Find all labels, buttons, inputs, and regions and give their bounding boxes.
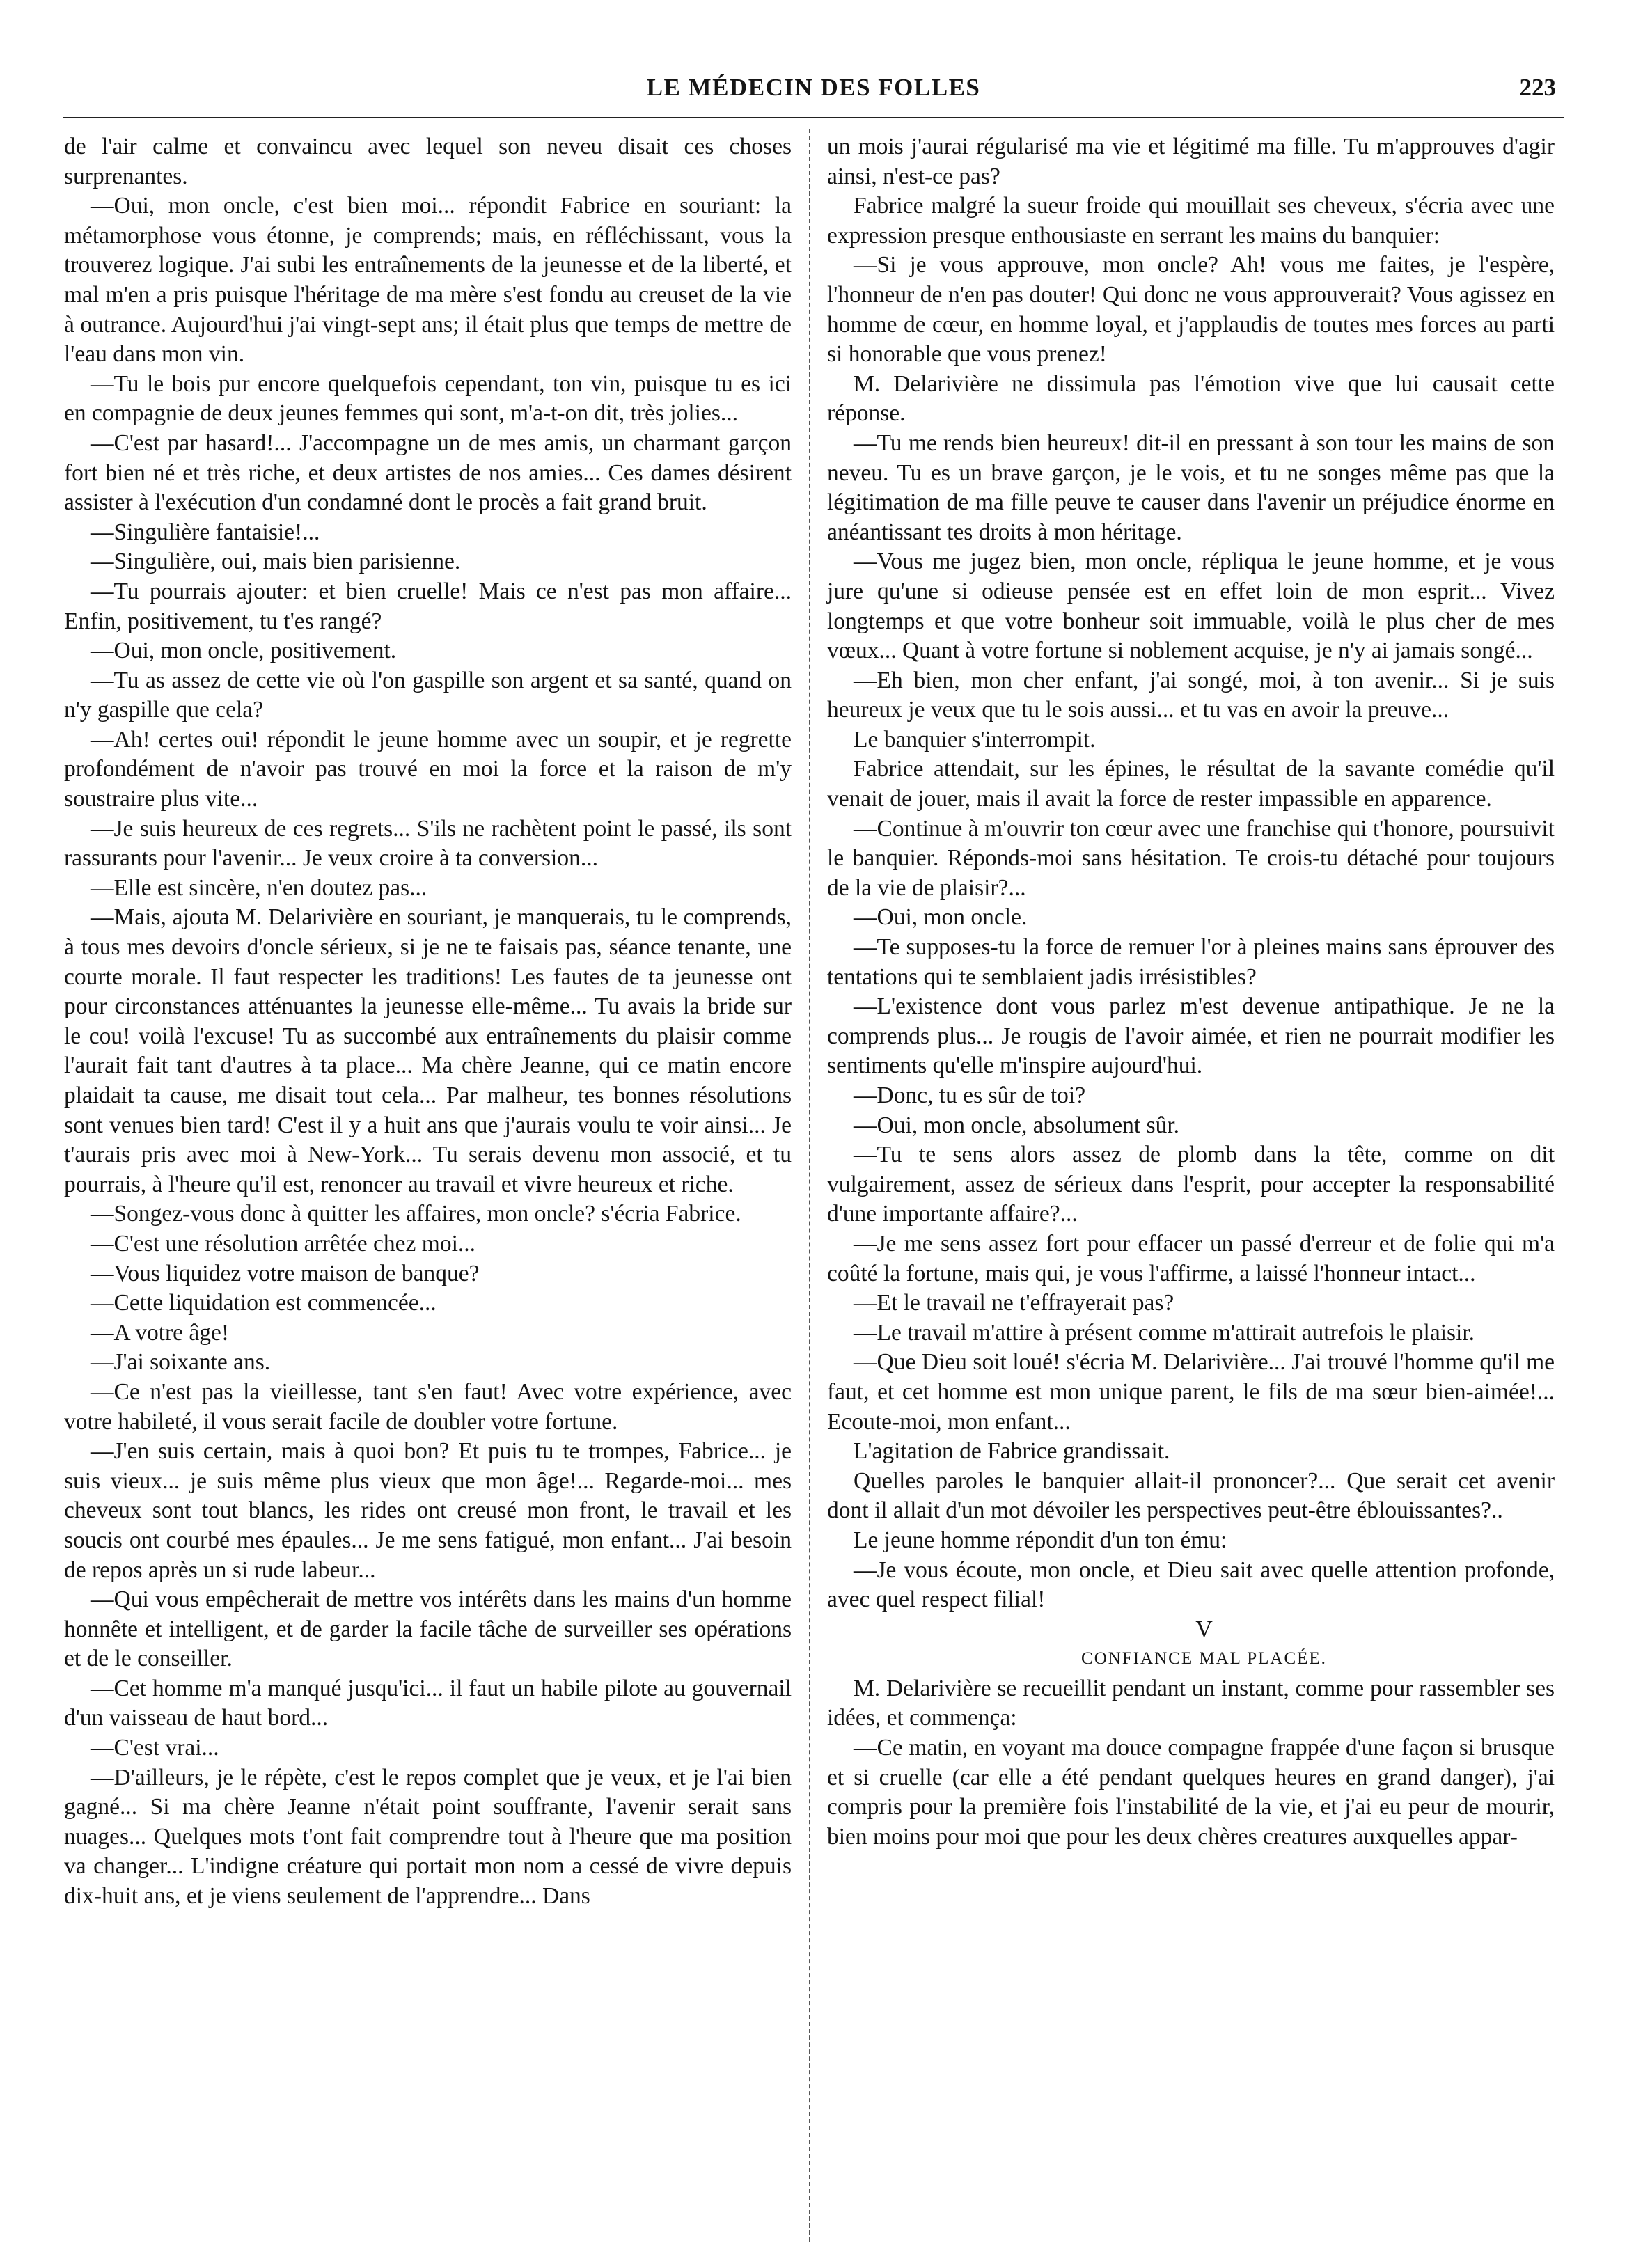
paragraph: Le banquier s'interrompit. [854, 726, 1096, 753]
paragraph: —Songez-vous donc à quitter les affaires, mon oncle? s'écria Fabrice. [91, 1201, 741, 1227]
header-rule [63, 116, 1564, 118]
paragraph: —Vous liquidez votre maison de banque? [91, 1260, 480, 1286]
paragraph: —Cette liquidation est commencée... [91, 1290, 437, 1316]
paragraph: —Oui, mon oncle, c'est bien moi... répondit Fabrice en souriant: la métamorphose vous étonne, je comprends; mais, en réfléchissant, vous la trouverez logique. J'ai subi les entraînements de la jeunesse et de la liberté, et mal m'en a pris puisque l'héritage de ma mère s'est fondu au creuset de la vie à outrance. Aujourd'hui j'ai vingt-sept ans; il était plus que temps de mettre de l'eau dans mon vin. [64, 193, 792, 368]
paragraph: —J'en suis certain, mais à quoi bon? Et puis tu te trompes, Fabrice... je suis vieux... je suis même plus vieux que mon âge!... Regarde-moi... mes cheveux sont tout blancs, les rides ont creusé mon front, le travail et les soucis ont courbé mes épaules... Je me sens fatigué, mon enfant... J'ai besoin de repos après un si rude labeur... [64, 1438, 792, 1583]
column-divider [809, 129, 810, 2242]
paragraph: —Tu as assez de cette vie où l'on gaspille son argent et sa santé, quand on n'y gaspille que cela? [64, 667, 792, 723]
paragraph: —C'est vrai... [91, 1735, 219, 1761]
paragraph: —Vous me jugez bien, mon oncle, répliqua le jeune homme, et je vous jure qu'une si odieuse pensée est en effet loin de mon esprit... Vivez longtemps et que votre bonheur soit immuable, voilà le plus cher de mes vœux... Quant à votre fortune si noblement acquise, je n'y ai jamais songé... [827, 549, 1555, 664]
paragraph: —Oui, mon oncle. [854, 904, 1028, 931]
paragraph: —Tu pourrais ajouter: et bien cruelle! Mais ce n'est pas mon affaire... Enfin, positivement, tu t'es rangé? [64, 578, 792, 634]
right-column-bottom [827, 1674, 1555, 1852]
paragraph: M. Delarivière ne dissimula pas l'émotion vive que lui causait cette réponse. [827, 370, 1555, 427]
right-column-top [827, 132, 1555, 1615]
paragraph: Fabrice attendait, sur les épines, le résultat de la savante comédie qu'il venait de jouer, mais il avait la force de rester impassible en apparence. [827, 756, 1555, 812]
paragraph: —Singulière fantaisie!... [91, 519, 320, 545]
paragraph: —Elle est sincère, n'en doutez pas... [91, 874, 427, 901]
paragraph: —Ce matin, en voyant ma douce compagne frappée d'une façon si brusque et si cruelle (car elle a été pendant quelques heures en grand danger), j'ai compris pour la première fois l'instabilité de la vie, et j'ai eu peur de mourir, bien moins pour moi que pour les deux chères creatures auxquelles appar- [827, 1735, 1555, 1850]
paragraph: —Ce n'est pas la vieillesse, tant s'en faut! Avec votre expérience, avec votre habileté, il vous serait facile de doubler votre fortune. [64, 1378, 792, 1435]
section-number: V [1195, 1616, 1213, 1642]
paragraph: Le jeune homme répondit d'un ton ému: [854, 1527, 1227, 1553]
paragraph: —Singulière, oui, mais bien parisienne. [91, 549, 461, 575]
paragraph: —J'ai soixante ans. [91, 1349, 271, 1376]
paragraph: —Et le travail ne t'effrayerait pas? [854, 1290, 1174, 1316]
paragraph: —Oui, mon oncle, positivement. [91, 638, 397, 664]
running-title: LE MÉDECIN DES FOLLES [646, 74, 981, 101]
page-header [63, 70, 1564, 111]
paragraph: —Si je vous approuve, mon oncle? Ah! vous me faites, je l'espère, l'honneur de n'en pas douter! Qui donc ne vous approuverait? Vous agissez en homme de cœur, en homme loyal, et j'applaudis de toutes mes forces au parti si honorable que vous prenez! [827, 252, 1555, 368]
paragraph: —Qui vous empêcherait de mettre vos intérêts dans les mains d'un homme honnête et intelligent, et de garder la facile tâche de surveiller ses opérations et de le conseiller. [64, 1586, 792, 1672]
paragraph: —Cet homme m'a manqué jusqu'ici... il faut un habile pilote au gouvernail d'un vaisseau de haut bord... [64, 1675, 792, 1731]
paragraph: —Oui, mon oncle, absolument sûr. [854, 1112, 1180, 1138]
paragraph: —A votre âge! [91, 1319, 230, 1346]
paragraph: de l'air calme et convaincu avec lequel son neveu disait ces choses surprenantes. [64, 134, 792, 189]
paragraph: —Je suis heureux de ces regrets... S'ils ne rachètent point le passé, ils sont rassurants pour l'avenir... Je veux croire à ta conversion... [64, 815, 792, 872]
paragraph: —C'est une résolution arrêtée chez moi... [91, 1230, 476, 1257]
paragraph: —Le travail m'attire à présent comme m'attirait autrefois le plaisir. [854, 1319, 1475, 1346]
paragraph: —Je vous écoute, mon oncle, et Dieu sait avec quelle attention profonde, avec quel respect filial! [827, 1557, 1555, 1613]
paragraph: —Continue à m'ouvrir ton cœur avec une franchise qui t'honore, poursuivit le banquier. Réponds-moi sans hésitation. Te crois-tu détaché pour toujours de la vie de plaisir?... [827, 815, 1555, 901]
paragraph: M. Delarivière se recueillit pendant un instant, comme pour rassembler ses idées, et commença: [827, 1675, 1555, 1731]
paragraph: —Mais, ajouta M. Delarivière en souriant, je manquerais, tu le comprends, à tous mes devoirs d'oncle sérieux, si je ne te faisais pas, séance tenante, une courte morale. Il faut respecter les traditions! Les fautes de ta jeunesse ont pour circonstances atténuantes la jeunesse elle-même... Tu avais la bride sur le cou! voilà l'excuse! Tu as succombé aux entraînements du plaisir comme l'aurait fait tant d'autres à ta place... Ma chère Jeanne, qui ce matin encore plaidait ta cause, me disait tout cela... Par malheur, tes bonnes résolutions sont venues bien tard! C'est il y a huit ans que j'aurais voulu te voir ainsi... Je t'aurais pris avec moi à New-York... Tu serais devenu mon associé, et tu pourrais, à l'heure qu'il est, renoncer au travail et vivre heureux et riche. [64, 904, 792, 1197]
paragraph: Quelles paroles le banquier allait-il prononcer?... Que serait cet avenir dont il allait d'un mot dévoiler les perspectives peut-être éblouissantes?.. [827, 1467, 1555, 1524]
paragraph: —Tu te sens alors assez de plomb dans la tête, comme on dit vulgairement, assez de sérieux dans l'esprit, pour accepter la responsabilité d'une importante affaire?... [827, 1142, 1555, 1227]
paragraph: —Te supposes-tu la force de remuer l'or à pleines mains sans éprouver des tentations qui te semblaient jadis irrésistibles? [827, 934, 1555, 990]
paragraph: un mois j'aurai régularisé ma vie et légitimé ma fille. Tu m'approuves d'agir ainsi, n'est-ce pas? [827, 134, 1555, 189]
paragraph: —Donc, tu es sûr de toi? [854, 1082, 1086, 1108]
left-column [64, 132, 792, 1912]
paragraph: —L'existence dont vous parlez m'est devenue antipathique. Je ne la comprends plus... Je rougis de l'avoir aimée, et rien ne pourrait modifier les sentiments qu'elle m'inspire aujourd'hui. [827, 993, 1555, 1079]
paragraph: L'agitation de Fabrice grandissait. [854, 1438, 1170, 1465]
paragraph: —C'est par hasard!... J'accompagne un de mes amis, un charmant garçon fort bien né et très riche, et deux artistes de nos amies... Ces dames désirent assister à l'exécution d'un condamné dont le procès a fait grand bruit. [64, 430, 792, 516]
paragraph: —Eh bien, mon cher enfant, j'ai songé, moi, à ton avenir... Si je suis heureux je veux que tu le sois aussi... et tu vas en avoir la preuve... [827, 667, 1555, 723]
paragraph: Fabrice malgré la sueur froide qui mouillait ses cheveux, s'écria avec une expression presque enthousiaste en serrant les mains du banquier: [827, 193, 1555, 249]
paragraph: —Ah! certes oui! répondit le jeune homme avec un soupir, et je regrette profondément de n'avoir pas trouvé en moi la force et la raison de m'y soustraire plus vite... [64, 726, 792, 812]
page-number: 223 [1519, 74, 1556, 101]
section-title: CONFIANCE MAL PLACÉE. [1081, 1649, 1327, 1669]
paragraph: —D'ailleurs, je le répète, c'est le repos complet que je veux, et je l'ai bien gagné... Si ma chère Jeanne n'était point souffrante, l'avenir serait sans nuages... Quelques mots t'ont fait comprendre tout à l'heure que ma position va changer... L'indigne créature qui portait mon nom a cessé de vivre depuis dix-huit ans, et je viens seulement de l'apprendre... Dans [64, 1764, 792, 1909]
paragraph: —Tu le bois pur encore quelquefois cependant, ton vin, puisque tu es ici en compagnie de deux jeunes femmes qui sont, m'a-t-on dit, très jolies... [64, 370, 792, 427]
paragraph: —Que Dieu soit loué! s'écria M. Delarivière... J'ai trouvé l'homme qu'il me faut, et cet homme est mon unique parent, le fils de ma sœur bien-aimée!... Ecoute-moi, mon enfant... [827, 1349, 1555, 1435]
paragraph: —Je me sens assez fort pour effacer un passé d'erreur et de folie qui m'a coûté la fortune, mais qui, je vous l'affirme, a laissé l'honneur intact... [827, 1230, 1555, 1286]
right-column [827, 132, 1555, 1852]
paragraph: —Tu me rends bien heureux! dit-il en pressant à son tour les mains de son neveu. Tu es un brave garçon, je le vois, et tu ne songes même pas que la légitimation de ma fille peuve te causer dans l'avenir un préjudice énorme en anéantissant tes droits à mon héritage. [827, 430, 1555, 545]
